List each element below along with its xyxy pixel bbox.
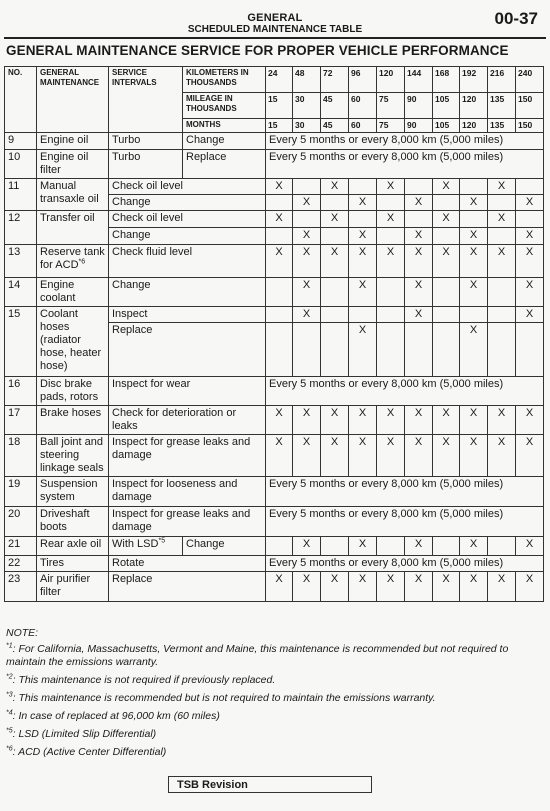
- note-text: : In case of replaced at 96,000 km (60 miles): [12, 710, 220, 722]
- note-item: [6, 746, 546, 759]
- interval-text: Every 5 months or every 8,000 km (5,000 miles): [266, 556, 544, 572]
- row-number: 23: [5, 572, 37, 602]
- check-mark: X: [405, 572, 433, 602]
- maintenance-item: Driveshaft boots: [37, 507, 109, 537]
- check-mark: X: [516, 307, 544, 323]
- empty-cell: [488, 228, 516, 245]
- empty-cell: [460, 211, 488, 228]
- empty-cell: [293, 323, 321, 377]
- mileage-value: 60: [349, 93, 377, 119]
- check-mark: X: [349, 245, 377, 278]
- check-mark: X: [516, 228, 544, 245]
- empty-cell: [321, 195, 349, 211]
- empty-cell: [405, 323, 433, 377]
- empty-cell: [321, 278, 349, 307]
- check-mark: X: [377, 572, 405, 602]
- check-mark: X: [349, 435, 377, 477]
- mileage-value: 105: [433, 93, 460, 119]
- row-number: 21: [5, 537, 37, 556]
- note-item: [6, 710, 546, 723]
- maintenance-item: [37, 245, 109, 278]
- check-mark: X: [377, 179, 405, 195]
- service-interval: Replace: [109, 572, 266, 602]
- check-mark: X: [349, 278, 377, 307]
- row-number: 9: [5, 133, 37, 150]
- interval-text: Every 5 months or every 8,000 km (5,000 miles): [266, 133, 544, 150]
- empty-cell: [266, 228, 293, 245]
- check-mark: X: [460, 245, 488, 278]
- service-interval: Turbo: [109, 150, 183, 179]
- table-row: [5, 477, 544, 507]
- interval-text: With LSD: [112, 538, 159, 550]
- maintenance-item: Ball joint and steering linkage seals: [37, 435, 109, 477]
- check-mark: X: [321, 435, 349, 477]
- check-mark: X: [516, 537, 544, 556]
- empty-cell: [293, 211, 321, 228]
- note-text: : For California, Massachusetts, Vermont and Maine, this maintenance is recommended but not required to maintain the emissions warranty.: [6, 643, 509, 668]
- check-mark: X: [488, 406, 516, 435]
- check-mark: X: [266, 179, 293, 195]
- empty-cell: [433, 278, 460, 307]
- note-text: : LSD (Limited Slip Differential): [12, 728, 157, 740]
- empty-cell: [433, 307, 460, 323]
- row-number: 16: [5, 377, 37, 406]
- km-value: 24: [266, 67, 293, 93]
- check-mark: X: [460, 195, 488, 211]
- check-mark: X: [293, 307, 321, 323]
- check-mark: X: [266, 572, 293, 602]
- check-mark: X: [488, 245, 516, 278]
- table-row: [5, 307, 544, 323]
- service-interval: Rotate: [109, 556, 266, 572]
- months-label: MONTHS: [183, 119, 266, 133]
- maintenance-item: Engine coolant: [37, 278, 109, 307]
- mileage-value: 30: [293, 93, 321, 119]
- empty-cell: [266, 278, 293, 307]
- km-value: 96: [349, 67, 377, 93]
- maintenance-item: Air purifier filter: [37, 572, 109, 602]
- empty-cell: [488, 195, 516, 211]
- table-row: [5, 133, 544, 150]
- note-text: : This maintenance is recommended but is not required to maintain the emissions warranty.: [12, 692, 436, 704]
- maintenance-item: Engine oil: [37, 133, 109, 150]
- check-mark: X: [293, 435, 321, 477]
- check-mark: X: [460, 435, 488, 477]
- service-interval: Inspect for grease leaks and damage: [109, 435, 266, 477]
- check-mark: X: [405, 406, 433, 435]
- empty-cell: [377, 537, 405, 556]
- subsection-title: SCHEDULED MAINTENANCE TABLE: [187, 24, 363, 35]
- col-service-intervals: SERVICE INTERVALS: [109, 67, 183, 133]
- check-mark: X: [488, 179, 516, 195]
- empty-cell: [321, 537, 349, 556]
- check-mark: X: [433, 179, 460, 195]
- mileage-value: 15: [266, 93, 293, 119]
- check-mark: X: [266, 406, 293, 435]
- check-mark: X: [293, 195, 321, 211]
- mileage-value: 90: [405, 93, 433, 119]
- service-interval: Inspect: [109, 307, 266, 323]
- check-mark: X: [516, 195, 544, 211]
- maintenance-item: Tires: [37, 556, 109, 572]
- service-interval: Inspect for looseness and damage: [109, 477, 266, 507]
- page-number: 00-37: [494, 9, 538, 28]
- check-mark: X: [405, 228, 433, 245]
- header-row-km: [5, 67, 544, 93]
- empty-cell: [488, 307, 516, 323]
- service-interval: [109, 537, 183, 556]
- note-mark: *6: [6, 745, 13, 753]
- check-mark: X: [349, 228, 377, 245]
- service-action: Change: [183, 133, 266, 150]
- service-interval: Replace: [109, 323, 266, 377]
- note-mark: *5: [6, 727, 13, 735]
- service-interval: Check oil level: [109, 211, 266, 228]
- months-value: 120: [460, 119, 488, 133]
- months-value: 150: [516, 119, 544, 133]
- table-row: [5, 211, 544, 228]
- col-no: NO.: [5, 67, 37, 133]
- check-mark: X: [321, 179, 349, 195]
- service-interval: Turbo: [109, 133, 183, 150]
- check-mark: X: [321, 245, 349, 278]
- check-mark: X: [405, 537, 433, 556]
- empty-cell: [488, 323, 516, 377]
- km-value: 240: [516, 67, 544, 93]
- check-mark: X: [377, 406, 405, 435]
- check-mark: X: [460, 278, 488, 307]
- service-interval: Check oil level: [109, 179, 266, 195]
- km-label: KILOMETERS IN THOUSANDS: [183, 67, 266, 93]
- months-value: 45: [321, 119, 349, 133]
- footnote-ref: *6: [78, 258, 86, 266]
- check-mark: X: [266, 211, 293, 228]
- empty-cell: [321, 307, 349, 323]
- check-mark: X: [460, 228, 488, 245]
- header-rule: [4, 37, 546, 39]
- service-interval: Change: [109, 278, 266, 307]
- check-mark: X: [349, 323, 377, 377]
- empty-cell: [433, 228, 460, 245]
- row-number: 22: [5, 556, 37, 572]
- km-value: 120: [377, 67, 405, 93]
- service-action: Change: [183, 537, 266, 556]
- note-item: [6, 728, 546, 741]
- empty-cell: [460, 179, 488, 195]
- maintenance-item: Brake hoses: [37, 406, 109, 435]
- months-value: 90: [405, 119, 433, 133]
- row-number: 20: [5, 507, 37, 537]
- row-number: 13: [5, 245, 37, 278]
- row-number: 19: [5, 477, 37, 507]
- check-mark: X: [516, 406, 544, 435]
- table-row: [5, 377, 544, 406]
- empty-cell: [433, 195, 460, 211]
- maintenance-item: Rear axle oil: [37, 537, 109, 556]
- check-mark: X: [377, 435, 405, 477]
- check-mark: X: [460, 323, 488, 377]
- months-value: 75: [377, 119, 405, 133]
- months-value: 60: [349, 119, 377, 133]
- service-interval: Check for deterioration or leaks: [109, 406, 266, 435]
- empty-cell: [516, 211, 544, 228]
- table-row: [5, 572, 544, 602]
- check-mark: X: [405, 435, 433, 477]
- row-number: 12: [5, 211, 37, 245]
- service-interval: Inspect for wear: [109, 377, 266, 406]
- check-mark: X: [405, 278, 433, 307]
- note-mark: *4: [6, 709, 13, 717]
- maintenance-item: Disc brake pads, rotors: [37, 377, 109, 406]
- service-interval: Change: [109, 228, 266, 245]
- empty-cell: [266, 307, 293, 323]
- notes-heading: NOTE:: [6, 627, 39, 639]
- interval-text: Every 5 months or every 8,000 km (5,000 miles): [266, 377, 544, 406]
- empty-cell: [266, 323, 293, 377]
- empty-cell: [488, 278, 516, 307]
- tsb-revision-box: TSB Revision: [168, 776, 372, 793]
- maintenance-item: Manual transaxle oil: [37, 179, 109, 211]
- empty-cell: [377, 195, 405, 211]
- check-mark: X: [460, 537, 488, 556]
- check-mark: X: [266, 245, 293, 278]
- col-general-maintenance: GENERAL MAINTENANCE: [37, 67, 109, 133]
- maintenance-table: [4, 66, 544, 602]
- mileage-value: 135: [488, 93, 516, 119]
- note-item: [6, 692, 546, 705]
- interval-text: Every 5 months or every 8,000 km (5,000 miles): [266, 477, 544, 507]
- mileage-value: 45: [321, 93, 349, 119]
- check-mark: X: [377, 245, 405, 278]
- row-number: 10: [5, 150, 37, 179]
- empty-cell: [433, 323, 460, 377]
- maintenance-item: Engine oil filter: [37, 150, 109, 179]
- table-row: [5, 278, 544, 307]
- empty-cell: [488, 537, 516, 556]
- table-row: [5, 556, 544, 572]
- empty-cell: [321, 323, 349, 377]
- item-text: Reserve tank for ACD: [40, 246, 105, 271]
- page-header: [0, 0, 550, 44]
- service-action: Replace: [183, 150, 266, 179]
- service-interval: Inspect for grease leaks and damage: [109, 507, 266, 537]
- empty-cell: [516, 323, 544, 377]
- note-item: [6, 674, 546, 687]
- note-text: : ACD (Active Center Differential): [12, 746, 167, 758]
- check-mark: X: [405, 245, 433, 278]
- mileage-label: MILEAGE IN THOUSANDS: [183, 93, 266, 119]
- maintenance-item: Suspension system: [37, 477, 109, 507]
- check-mark: X: [488, 572, 516, 602]
- check-mark: X: [321, 406, 349, 435]
- empty-cell: [405, 211, 433, 228]
- empty-cell: [349, 179, 377, 195]
- check-mark: X: [293, 572, 321, 602]
- months-value: 30: [293, 119, 321, 133]
- empty-cell: [349, 211, 377, 228]
- note-item: [6, 643, 546, 669]
- empty-cell: [266, 537, 293, 556]
- km-value: 48: [293, 67, 321, 93]
- empty-cell: [377, 323, 405, 377]
- km-value: 216: [488, 67, 516, 93]
- table-row: [5, 406, 544, 435]
- km-value: 144: [405, 67, 433, 93]
- table-row: [5, 507, 544, 537]
- months-value: 135: [488, 119, 516, 133]
- check-mark: X: [349, 406, 377, 435]
- check-mark: X: [516, 245, 544, 278]
- check-mark: X: [460, 572, 488, 602]
- note-mark: *1: [6, 642, 13, 650]
- check-mark: X: [321, 211, 349, 228]
- check-mark: X: [293, 228, 321, 245]
- row-number: 11: [5, 179, 37, 211]
- empty-cell: [293, 179, 321, 195]
- mileage-value: 150: [516, 93, 544, 119]
- table-row: [5, 435, 544, 477]
- km-value: 168: [433, 67, 460, 93]
- check-mark: X: [377, 211, 405, 228]
- empty-cell: [377, 228, 405, 245]
- table-row: [5, 179, 544, 195]
- empty-cell: [460, 307, 488, 323]
- row-number: 14: [5, 278, 37, 307]
- empty-cell: [405, 179, 433, 195]
- check-mark: X: [405, 195, 433, 211]
- check-mark: X: [349, 572, 377, 602]
- maintenance-item: Transfer oil: [37, 211, 109, 245]
- check-mark: X: [516, 278, 544, 307]
- note-text: : This maintenance is not required if previously replaced.: [12, 674, 276, 686]
- document-title: GENERAL MAINTENANCE SERVICE FOR PROPER VEHICLE PERFORMANCE: [6, 43, 509, 58]
- check-mark: X: [266, 435, 293, 477]
- empty-cell: [433, 537, 460, 556]
- row-number: 15: [5, 307, 37, 377]
- check-mark: X: [405, 307, 433, 323]
- service-interval: Check fluid level: [109, 245, 266, 278]
- maintenance-item: Coolant hoses (radiator hose, heater hose): [37, 307, 109, 377]
- empty-cell: [516, 179, 544, 195]
- months-value: 105: [433, 119, 460, 133]
- check-mark: X: [321, 572, 349, 602]
- section-title: GENERAL: [247, 12, 303, 24]
- note-mark: *2: [6, 673, 13, 681]
- months-value: 15: [266, 119, 293, 133]
- check-mark: X: [293, 278, 321, 307]
- check-mark: X: [293, 537, 321, 556]
- check-mark: X: [433, 435, 460, 477]
- km-value: 192: [460, 67, 488, 93]
- empty-cell: [321, 228, 349, 245]
- check-mark: X: [433, 572, 460, 602]
- notes-section: [6, 627, 546, 764]
- check-mark: X: [433, 406, 460, 435]
- check-mark: X: [349, 537, 377, 556]
- empty-cell: [377, 278, 405, 307]
- check-mark: X: [460, 406, 488, 435]
- row-number: 17: [5, 406, 37, 435]
- row-number: 18: [5, 435, 37, 477]
- note-mark: *3: [6, 691, 13, 699]
- table-row: [5, 245, 544, 278]
- check-mark: X: [488, 211, 516, 228]
- check-mark: X: [433, 211, 460, 228]
- empty-cell: [349, 307, 377, 323]
- check-mark: X: [516, 435, 544, 477]
- check-mark: X: [488, 435, 516, 477]
- check-mark: X: [516, 572, 544, 602]
- mileage-value: 75: [377, 93, 405, 119]
- check-mark: X: [433, 245, 460, 278]
- check-mark: X: [293, 406, 321, 435]
- footnote-ref: *5: [158, 537, 166, 545]
- mileage-value: 120: [460, 93, 488, 119]
- table-row: [5, 150, 544, 179]
- empty-cell: [266, 195, 293, 211]
- km-value: 72: [321, 67, 349, 93]
- check-mark: X: [349, 195, 377, 211]
- interval-text: Every 5 months or every 8,000 km (5,000 miles): [266, 507, 544, 537]
- table-row: [5, 537, 544, 556]
- check-mark: X: [293, 245, 321, 278]
- interval-text: Every 5 months or every 8,000 km (5,000 miles): [266, 150, 544, 179]
- service-interval: Change: [109, 195, 266, 211]
- empty-cell: [377, 307, 405, 323]
